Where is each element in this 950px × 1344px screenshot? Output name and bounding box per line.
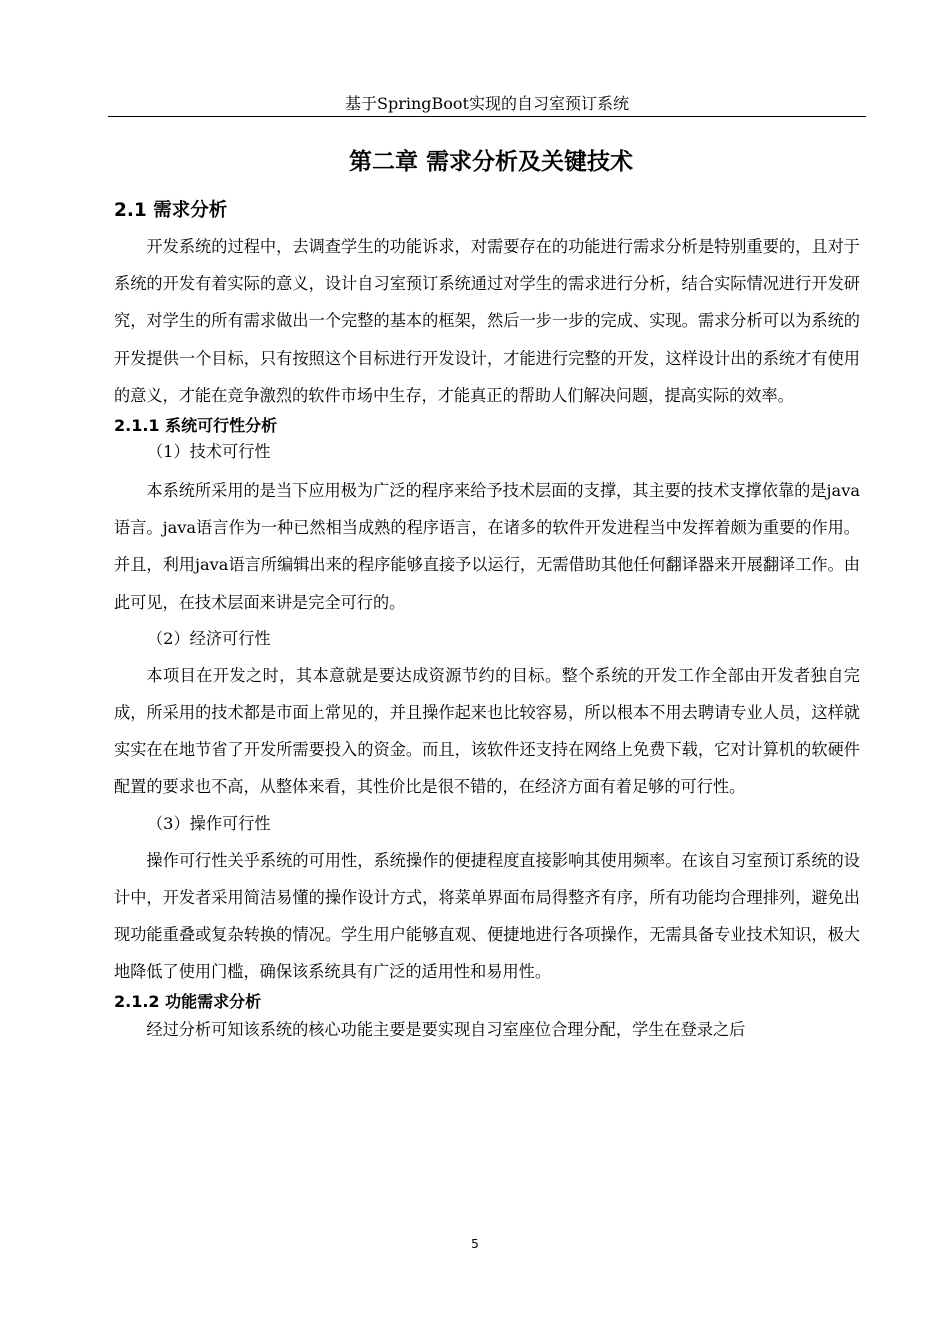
section-2-1-paragraph: 开发系统的过程中，去调查学生的功能诉求，对需要存在的功能进行需求分析是特别重要的，且对于系统的开发有着实际的意义，设计自习室预订系统通过对学生的需求进行分析，结合实际情况进行开发研究，对学生的所有需求做出一个完整的基本的框架，然后一步一步的完成、实现。需求分析可以为系统的开发提供一个目标，只有按照这个目标进行开发设计，才能进行完整的开发，这样设计出的系统才有使用的意义，才能在竞争激烈的软件市场中生存，才能真正的帮助人们解决问题，提高实际的效率。 (114, 237, 860, 405)
operational-feasibility-paragraph: 操作可行性关乎系统的可用性，系统操作的便捷程度直接影响其使用频率。在该自习室预订系统的设计中，开发者采用简洁易懂的操作设计方式，将菜单界面布局得整齐有序，所有功能均合理排列，避免出现功能重叠或复杂转换的情况。学生用户能够直观、便捷地进行各项操作，无需具备专业技术知识，极大地降低了使用门槛，确保该系统具有广泛的适用性和易用性。 (114, 850, 860, 982)
economic-feasibility-paragraph: 本项目在开发之时，其本意就是要达成资源节约的目标。整个系统的开发工作全部由开发者独自完成，所采用的技术都是市面上常见的，并且操作起来也比较容易，所以根本不用去聘请专业人员，这样就实实在在地节省了开发所需要投入的资金。而且，该软件还支持在网络上免费下载，它对计算机的软硬件配置的要求也不高，从整体来看，其性价比是很不错的，在经济方面有着足够的可行性。 (114, 665, 860, 797)
page-content (114, 140, 860, 1046)
section-heading-2-1-1: 2.1.1 系统可行性分析 (114, 416, 278, 436)
chapter-title: 第二章 需求分析及关键技术 (348, 149, 633, 175)
operational-feasibility-label: （3）操作可行性 (147, 813, 271, 833)
technical-feasibility-label: （1）技术可行性 (147, 442, 271, 462)
section-2-1-2-paragraph: 经过分析可知该系统的核心功能主要是要实现自习室座位合理分配，学生在登录之后 (146, 1020, 746, 1040)
page-number: 5 (471, 1237, 479, 1251)
section-heading-2-1-2: 2.1.2 功能需求分析 (114, 992, 262, 1012)
header-rule (108, 116, 866, 117)
section-heading-2-1: 2.1 需求分析 (114, 200, 228, 221)
technical-feasibility-paragraph: 本系统所采用的是当下应用极为广泛的程序来给予技术层面的支撑，其主要的技术支撑依靠的是java语言。java语言作为一种已然相当成熟的程序语言，在诸多的软件开发进程当中发挥着颇为重要的作用。并且，利用java语言所编辑出来的程序能够直接予以运行，无需借助其他任何翻译器来开展翻译工作。由此可见，在技术层面来讲是完全可行的。 (114, 481, 860, 612)
economic-feasibility-label: （2）经济可行性 (147, 628, 271, 648)
running-header: 基于SpringBoot实现的自习室预订系统 (345, 94, 629, 113)
